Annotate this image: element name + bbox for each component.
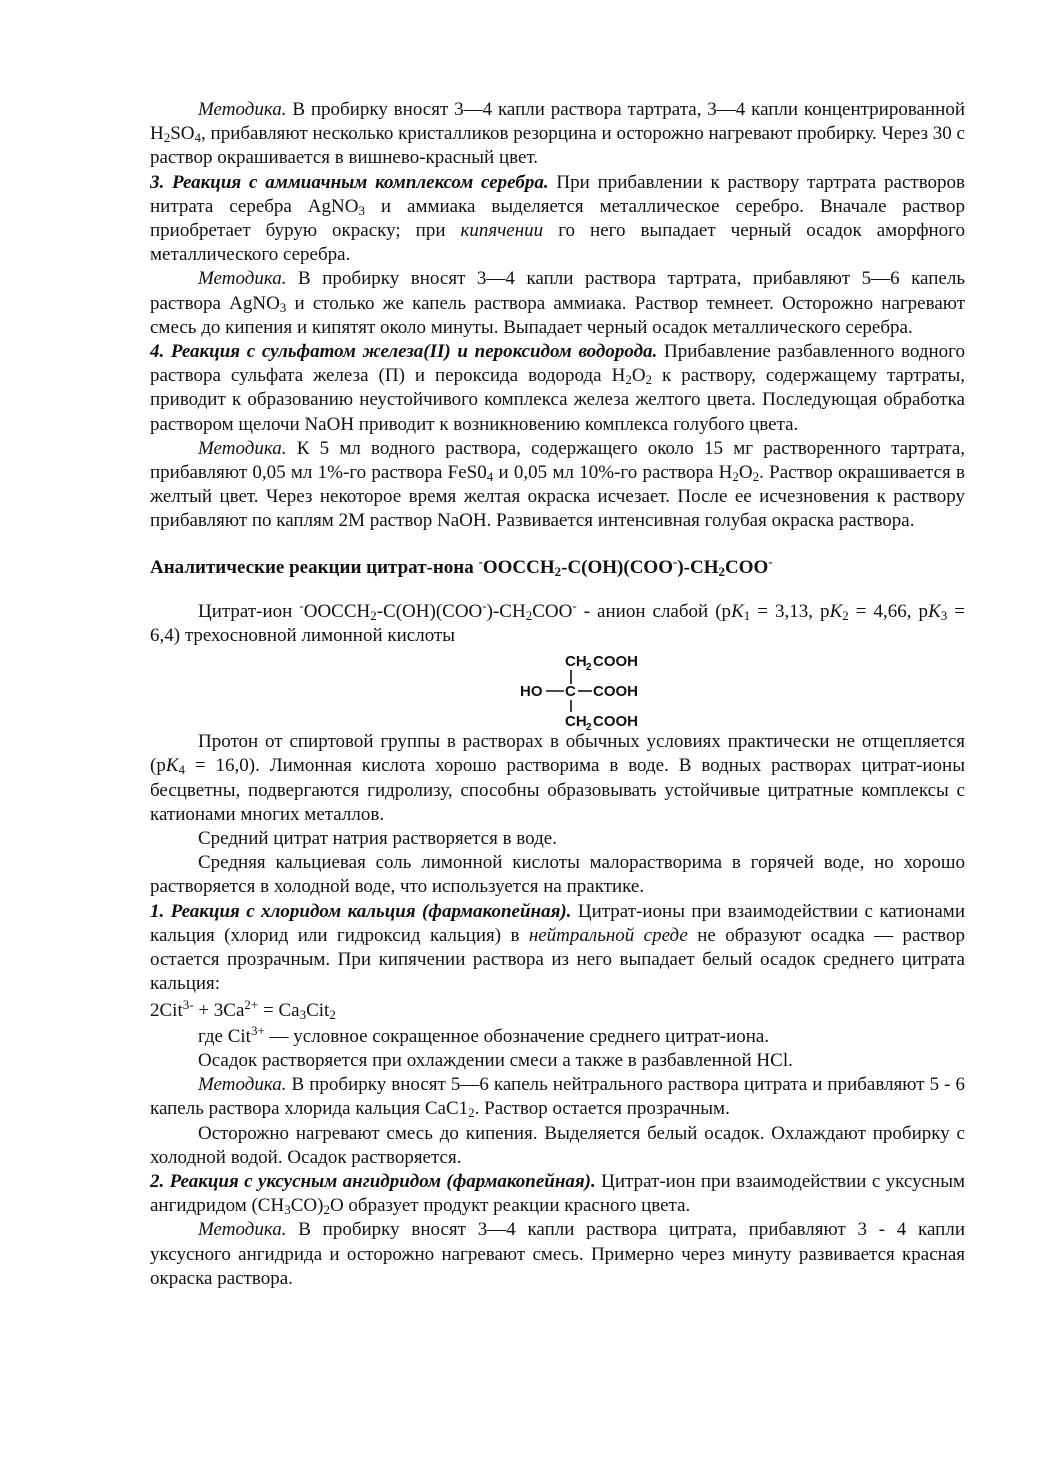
text: Средний цитрат натрия растворяется в воде. [198, 828, 557, 850]
text: O [738, 462, 753, 484]
reaction-heading: 2. Реакция с уксусным ангидридом (фармакопейная). [150, 1170, 596, 1192]
text: Цитрат-ион [198, 600, 300, 622]
method-label: Методика. [198, 268, 287, 290]
superscript: 3- [182, 996, 194, 1012]
text: COO [725, 556, 769, 578]
superscript: - [299, 597, 304, 613]
text: Cit [306, 999, 330, 1021]
text: и аммиака выделяется металлическое серебро. Вначале раствор приобретает бурую окраску; при [150, 195, 965, 242]
superscript: 3+ [250, 1022, 265, 1038]
text: В пробирку вносят 5—6 капель нейтрального раствора цитрата и прибавляют 5 - 6 капель раствора хлорида кальция CaC1 [150, 1074, 965, 1120]
text: и столько же капель раствора аммиака. Раствор темнеет. Осторожно нагревают смесь до кипения и кипятят около минуты. Выпадает черный осадок металлического серебра. [150, 292, 966, 338]
text: COO [532, 600, 573, 622]
text: . Раствор окрашивается в желтый цвет. Через некоторое время желтая окраска исчезает. После ее исчезновения к раствору прибавляют по каплям 2М раствор NaOH. Развивается интенсивная голубая окраска раствора. [150, 462, 966, 532]
paragraph-heating [150, 1122, 965, 1170]
bottom-ch-subscript: 2 [586, 722, 592, 731]
pk-symbol: K [928, 600, 941, 622]
superscript: - [768, 553, 773, 569]
text: = 6,4) трехосновной лимонной кислоты [150, 600, 965, 647]
text: где Cit [198, 1025, 251, 1047]
subscript: 4 [486, 469, 494, 485]
text: к раствору, содержащему тартраты, приводит к образованию неустойчивого комплекса железа желтого цвета. Последующая обработка раствором щелочи NaOH приводит к возникновению комплекса голубого цвета. [150, 365, 965, 435]
text: Осторожно нагревают смесь до кипения. Выделяется белый осадок. Охлаждают пробирку с холодной водой. Осадок растворяется. [150, 1122, 965, 1168]
superscript: - [482, 597, 487, 613]
text: )-CH [677, 556, 719, 578]
text: К 5 мл водного раствора, содержащего около 15 мг растворенного тартрата, прибавляют 0,05 мл 1%-го раствора FeS0 [150, 437, 965, 484]
top-ch: CH [565, 653, 587, 671]
subscript: 2 [329, 1006, 336, 1022]
paragraph-silver-reaction [150, 171, 965, 268]
superscript: - [572, 597, 577, 613]
text: = 16,0). Лимонная кислота хорошо растворима в воде. В водных растворах цитрат-ионы бесцветны, подвергаются гидролизу, способны образовывать устойчивые цитратные комплексы с катионами многих металлов. [150, 755, 965, 825]
text: Средняя кальциевая соль лимонной кислоты малорастворима в горячей воде, но хорошо растворяется в холодной воде, что используется на практике. [150, 852, 965, 898]
text: В пробирку вносят 3—4 капли раствора цитрата, прибавляют 3 - 4 капли уксусного ангидрида и осторожно нагревают смесь. Примерно через минуту развивается красная окраска раствора. [150, 1219, 965, 1289]
text: . Раствор остается прозрачным. [474, 1098, 730, 1120]
superscript: - [478, 553, 483, 569]
paragraph-calcium-chloride-reaction [150, 900, 965, 997]
paragraph-method-iron [150, 437, 965, 534]
subscript: 2 [323, 1202, 330, 1218]
subscript: 3 [299, 1006, 307, 1022]
bottom-ch: CH [565, 713, 587, 731]
italic-text: нейтральной среде [528, 924, 688, 946]
pk-symbol: K [165, 755, 179, 777]
reaction-heading: 3. Реакция с аммиачным комплексом серебра. [150, 171, 549, 193]
superscript: 2+ [244, 996, 259, 1012]
text: При прибавлении к раствору тартрата растворов нитрата серебра AgNO [150, 171, 966, 217]
method-label: Методика. [198, 437, 287, 459]
method-label: Методика. [198, 1074, 287, 1096]
paragraph-calcium-salt [150, 851, 965, 899]
subscript: 1 [743, 607, 751, 623]
reaction-equation [150, 996, 965, 1023]
paragraph-precipitate-dissolves [150, 1049, 965, 1073]
paragraph-proton [150, 730, 965, 827]
pk-symbol: K [731, 600, 744, 622]
subscript: 2 [752, 469, 760, 485]
subscript: 4 [194, 130, 202, 146]
text: В пробирку вносят 3—4 капли раствора тартрата, прибавляют 5—6 капель раствора AgNO [150, 268, 965, 314]
text: Прибавление разбавленного водного раствора сульфата железа (П) и пероксида водорода H [150, 341, 966, 387]
bottom-cooh: COOH [593, 713, 638, 731]
text: = Ca [258, 999, 300, 1021]
text: , прибавляют несколько кристалликов резорцина и осторожно нагревают пробирку. Через 30 с раствор окрашивается в вишнево-красный цвет. [150, 123, 965, 169]
paragraph-iron-reaction [150, 340, 965, 437]
paragraph-acetic-anhydride-reaction [150, 1170, 965, 1218]
text: = 3,13, p [750, 600, 830, 622]
paragraph-method-anhydride [150, 1218, 965, 1291]
text: В пробирку вносят 3—4 капли раствора тартрата, 3—4 капли концентрированной H [150, 99, 965, 145]
section-title [150, 553, 965, 580]
text: - анион слабой (p [576, 600, 732, 622]
paragraph-method-calcium [150, 1073, 965, 1121]
top-cooh: COOH [593, 653, 638, 671]
text: Цитрат-ион при взаимодействии с уксусным ангидридом (CH [150, 1170, 965, 1217]
subscript: 3 [279, 299, 287, 315]
reaction-heading: 4. Реакция с сульфатом железа(II) и пероксидом водорода. [150, 341, 658, 363]
ho-group: HO [520, 683, 543, 701]
citric-acid-structure [150, 650, 965, 731]
method-label: Методика. [198, 99, 287, 120]
text: OOCCH [303, 600, 371, 622]
method-label: Методика. [198, 1219, 287, 1241]
text: )-CH [486, 600, 526, 622]
subscript: 4 [178, 762, 186, 778]
paragraph-method-resorcinol [150, 98, 965, 171]
text: го него выпадает черный осадок аморфного металлического серебра. [150, 220, 965, 266]
text: Осадок растворяется при охлаждении смеси а также в разбавленной HCl. [198, 1049, 793, 1071]
text: + 3Ca [193, 999, 245, 1021]
text: — условное сокращенное обозначение среднего цитрат-иона. [264, 1025, 770, 1047]
reaction-heading: 1. Реакция с хлоридом кальция (фармакопейная). [150, 900, 572, 922]
text: CO) [290, 1195, 324, 1217]
pk-symbol: K [829, 600, 843, 622]
paragraph-method-silver [150, 267, 965, 340]
subscript: 2 [370, 607, 377, 623]
subscript: 3 [284, 1202, 291, 1218]
text: O [631, 365, 646, 387]
text: 2Cit [150, 999, 183, 1021]
subscript: 2 [718, 563, 725, 579]
subscript: 3 [358, 202, 365, 218]
subscript: 2 [468, 1105, 475, 1121]
mid-cooh: COOH [593, 683, 638, 701]
document-page [150, 98, 965, 1291]
text: -C(OH)(COO [376, 600, 483, 622]
text: = 4,66, p [848, 600, 929, 622]
text: и 0,05 мл 10%-го раствора H [493, 462, 733, 484]
text: OOCCH [482, 556, 555, 578]
structure-svg [510, 650, 650, 730]
subscript: 2 [163, 130, 171, 146]
text: не образуют осадка — раствор остается прозрачным. При кипячении раствора из него выпадает белый осадок среднего цитрата кальция: [150, 924, 966, 995]
subscript: 3 [940, 607, 948, 623]
paragraph-citrate-intro [150, 597, 965, 648]
subscript: 2 [645, 372, 653, 388]
central-carbon: C [565, 683, 576, 701]
top-ch-subscript: 2 [586, 662, 592, 674]
subscript: 2 [732, 469, 739, 485]
subscript: 2 [525, 607, 533, 623]
paragraph-sodium-citrate [150, 827, 965, 851]
text: Аналитические реакции цитрат-нона [150, 556, 479, 578]
subscript: 2 [842, 607, 849, 623]
italic-text: кипячении [460, 220, 544, 242]
subscript: 2 [554, 563, 562, 579]
paragraph-cit-notation [150, 1022, 965, 1049]
text: SO [170, 123, 195, 145]
subscript: 2 [625, 372, 632, 388]
text: Цитрат-ионы при взаимодействии с катионами кальция (хлорид или гидроксид кальция) в [150, 900, 965, 946]
superscript: - [673, 553, 678, 569]
text: -C(OH)(COO [561, 556, 673, 578]
text: O образует продукт реакции красного цвета. [329, 1195, 691, 1217]
text: Протон от спиртовой группы в растворах в обычных условиях практически не отщепляется (p [150, 731, 965, 777]
